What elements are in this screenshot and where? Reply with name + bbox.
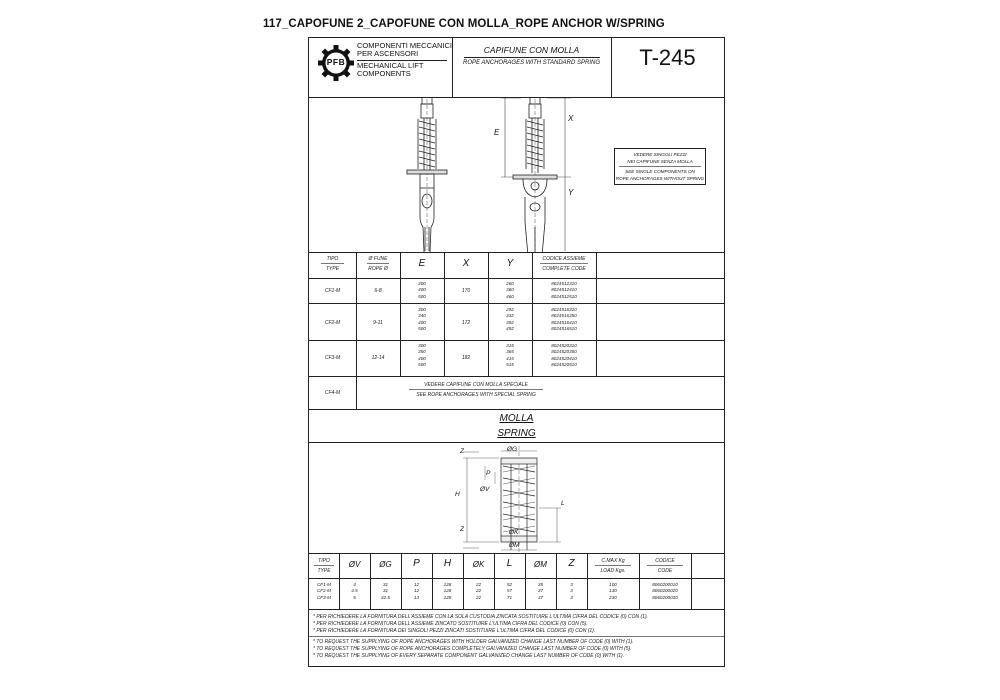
col-header-tipo: TIPO (326, 256, 339, 262)
anchor-row-1-rope: 6-8 (374, 288, 382, 294)
cell-value: 130 (609, 588, 617, 594)
cell-value: 31 (382, 582, 389, 587)
anchor-row-2-codes (532, 307, 596, 332)
cell-value: 8060200030 (652, 594, 678, 600)
cell-value: 31 (382, 588, 389, 594)
cell-value: 460 (506, 293, 514, 299)
spring-dim-v: ØV (480, 486, 490, 493)
spring-dim-l: L (561, 500, 565, 507)
cell-value: CF1-M (316, 582, 332, 587)
cell-value: 100 (609, 582, 617, 587)
spring-table-header-bottom (309, 578, 724, 579)
note-en-3: * TO REQUEST THE SUPPLYING OF EVERY SEPARATE COMPONENT GALVANIZED CHANGE LAST NUMBER OF CODE (0) WITH (1). (313, 653, 625, 659)
anchor-row-4-note-sep (409, 389, 543, 390)
anchor-row-2-e-values (400, 307, 444, 332)
cell-value: 3 (570, 588, 573, 594)
cell-value: 71 (506, 594, 513, 600)
cell-value: 5 (353, 594, 356, 600)
anchor-row-3-e-values (400, 343, 444, 368)
product-title-separator (464, 57, 600, 58)
cell-value: 8024516410 (551, 319, 577, 325)
cell-value: 37 (537, 594, 544, 600)
note-en-2: * TO REQUEST THE SUPPLYING OF ROPE ANCHORAGES COMPLETELY GALVANIZED CHANGE LAST NUMBER OF CODE (0) WITH (5). (313, 646, 632, 652)
drawing-sheet (308, 37, 725, 667)
cell-value: 500 (418, 293, 426, 299)
reference-note-box (614, 148, 706, 185)
spring-col-code (639, 582, 691, 601)
col-header-rope: ROPE Ø (368, 266, 388, 272)
anchor-table-bottom (309, 409, 724, 410)
spring-table-top (309, 553, 724, 554)
company-name-en-1: MECHANICAL LIFT (357, 61, 424, 70)
cell-value: 315 (506, 343, 514, 348)
spring-drawing (449, 446, 589, 556)
spring-title-bottom (309, 442, 724, 443)
spring-table-bottom (309, 609, 724, 610)
cell-value: 128 (443, 588, 452, 594)
anchor-row-1-x: 170 (461, 288, 471, 294)
cell-value: 515 (506, 361, 514, 367)
note-it-2: * PER RICHIEDERE LA FORNITURA DELL'ASSIEME ZINCATO SOSTITUIRE L'ULTIMA CIFRA DEL CODICE (0) CON (5). (313, 621, 588, 627)
cell-value: 8024512510 (551, 293, 577, 299)
spring-col-g (370, 582, 401, 601)
col-header-codice-sep (540, 263, 588, 264)
cell-value: 4 (353, 582, 356, 587)
anchor-row-3-type: CF3-M (324, 355, 341, 361)
cell-value: 400 (418, 355, 426, 361)
cell-value: 8024520350 (551, 349, 577, 355)
cell-value: 415 (506, 355, 514, 361)
rope-anchor-drawing (309, 97, 609, 252)
reference-note-en-1: SEE SINGLE COMPONENTS ON (625, 169, 695, 174)
spring-dim-h: H (455, 491, 460, 498)
drawing-bottom-line (309, 252, 724, 253)
cell-value: 500 (418, 361, 426, 367)
cell-value: 332 (506, 313, 514, 319)
spring-header-l: L (506, 558, 513, 569)
spring-col-z (556, 582, 587, 601)
cell-value: 3 (570, 594, 573, 600)
document-title: 117_CAPOFUNE 2_CAPOFUNE CON MOLLA_ROPE ANCHOR W/SPRING (263, 18, 665, 30)
cell-value: 300 (418, 307, 426, 312)
company-name-en-2: COMPONENTS (357, 69, 411, 78)
cell-value: 500 (418, 325, 426, 331)
col-header-fune: Ø FUNE (368, 256, 388, 262)
reference-note-it-1: VEDERE SINGOLI PEZZI (633, 152, 687, 157)
cell-value: CF3-M (316, 594, 332, 600)
cell-value: 300 (418, 281, 426, 286)
cell-value: 300 (418, 343, 426, 348)
anchor-row-1-y-values (488, 281, 532, 300)
anchor-row-2-type: CF2-M (324, 320, 341, 326)
spring-dim-k: ØK (509, 529, 519, 536)
spring-header-tipo: TIPO (318, 558, 330, 564)
anchor-col-line-6 (596, 252, 597, 376)
cell-value: 22 (475, 594, 482, 600)
spring-header-type: TYPE (317, 568, 331, 574)
spring-col-h (432, 582, 463, 601)
cell-value: 13 (413, 594, 420, 600)
spring-dim-z-bottom: Z (460, 526, 464, 533)
spring-dim-g: ØG (507, 446, 518, 453)
cell-value: 400 (418, 319, 426, 325)
anchor-row-2-y-values (488, 307, 532, 332)
notes-separator (309, 636, 724, 637)
spring-header-z: Z (568, 558, 575, 569)
col-header-fune-sep (367, 263, 389, 264)
cell-value: 37 (537, 588, 544, 594)
anchor-row-4-note-en: SEE ROPE ANCHORAGES WITH SPECIAL SPRING (416, 392, 536, 398)
spring-col-line-11 (691, 553, 692, 609)
spring-header-code: CODE (657, 568, 673, 574)
cell-value: 4.5 (351, 588, 358, 594)
anchor-row-line-3 (309, 376, 724, 377)
spring-header-m: ØM (534, 560, 547, 569)
col-header-x: X (462, 258, 470, 269)
logo-letters: PFB (326, 57, 346, 67)
spring-col-v (339, 582, 370, 601)
anchor-row-4-type: CF4-M (324, 390, 341, 396)
cell-value: 260 (506, 281, 514, 286)
cell-value: 8024512410 (551, 287, 577, 293)
col-header-complete: COMPLETE CODE (542, 266, 586, 272)
spring-col-l (494, 582, 525, 601)
cell-value: 8060200020 (652, 588, 678, 594)
spring-header-v: ØV (348, 560, 361, 569)
spring-col-m (525, 582, 556, 601)
spring-title-it: MOLLA (499, 413, 534, 424)
col-header-codice: CODICE ASSIEME (542, 256, 586, 262)
cell-value: CF2-M (316, 588, 332, 594)
anchor-row-3-y-values (488, 343, 532, 368)
col-header-type: TYPE (325, 266, 340, 272)
cell-value: 230 (609, 594, 617, 600)
cell-value: 492 (506, 325, 514, 331)
cell-value: 22 (475, 588, 482, 594)
cell-value: 12 (413, 588, 420, 594)
spring-col-k (463, 582, 494, 601)
cell-value: 52 (506, 582, 513, 587)
anchor-row-3-codes (532, 343, 596, 368)
cell-value: 8024516510 (551, 325, 577, 331)
reference-note-it-2: NEI CAPIFUNE SENZA MOLLA (627, 159, 693, 164)
spring-header-k: ØK (472, 560, 485, 569)
cell-value: 365 (506, 349, 514, 355)
anchor-row-3-x: 182 (461, 355, 471, 361)
spring-header-tipo-sep (314, 565, 334, 566)
anchor-row-2-rope: 9-11 (373, 320, 383, 326)
col-header-e: E (418, 258, 426, 269)
reference-note-separator (619, 166, 701, 167)
cell-value: 8024520310 (551, 343, 577, 348)
cell-value: 35 (537, 582, 544, 587)
spring-col-type (309, 582, 339, 601)
anchor-row-line-2 (309, 340, 724, 341)
spring-dim-m: ØM (509, 542, 520, 549)
spring-header-g: ØG (379, 560, 392, 569)
cell-value: 8024520410 (551, 355, 577, 361)
anchor-row-2-x: 172 (461, 320, 471, 326)
cell-value: 8024520510 (551, 361, 577, 367)
anchor-row-1-codes (532, 281, 596, 300)
spring-col-load (587, 582, 639, 601)
spring-dim-z-top: Z (460, 448, 464, 455)
cell-value: 8060200010 (652, 582, 678, 587)
dimension-e-label: E (494, 128, 500, 137)
anchor-row-4-note-it: VEDERE CAPIFUNE CON MOLLA SPECIALE (424, 382, 528, 388)
note-it-3: * PER RICHIEDERE LA FORNITURA DEI SINGOLI PEZZI ZINCATI SOSTITUIRE L'ULTIMA CIFRA DEL CODICE (0) CON (1). (313, 628, 596, 634)
dimension-x-label: X (568, 114, 574, 123)
spring-col-p (401, 582, 432, 601)
company-name-it-1: COMPONENTI MECCANICI (357, 41, 453, 50)
spring-header-cmax: C.MAX Kg (601, 558, 625, 564)
anchor-row-3-rope: 12-14 (371, 355, 385, 361)
cell-value: 292 (506, 307, 514, 312)
anchor-row-line-1 (309, 303, 724, 304)
product-code: T-245 (639, 45, 696, 70)
cell-value: 400 (418, 287, 426, 293)
product-title-it: CAPIFUNE CON MOLLA (483, 45, 580, 55)
anchor-row-1-e-values (400, 281, 444, 300)
anchor-table-header-bottom (309, 278, 724, 279)
cell-value: 3 (570, 582, 573, 587)
cell-value: 22 (475, 582, 482, 587)
note-it-1: * PER RICHIEDERE LA FORNITURA DELL'ASSIEME CON LA SOLA CUSTODIA ZINCATA SOSTITUIRE L'ULTIMA CIFRA DEL CODICE (0) CON (1). (313, 614, 649, 620)
col-header-y: Y (506, 258, 514, 269)
spring-header-codice: CODICE (655, 558, 675, 564)
spring-header-codice-sep (647, 565, 683, 566)
cell-value: 392 (506, 319, 514, 325)
cell-value: 8024516350 (551, 313, 577, 319)
reference-note-en-2: ROPE ANCHORAGES WITHOUT SPRING (615, 176, 705, 181)
spring-title-en: SPRING (497, 428, 536, 439)
spring-header-cmax-sep (595, 565, 631, 566)
spring-header-p: P (413, 558, 420, 569)
spring-dim-p: P (486, 470, 491, 477)
cell-value: 340 (418, 313, 426, 319)
company-name-it-2: PER ASCENSORI (357, 49, 419, 58)
product-title-en: ROPE ANCHORAGES WITH STANDARD SPRING (462, 60, 600, 66)
cell-value: 57 (506, 588, 513, 594)
note-en-1: * TO REQUEST THE SUPPLYING OF ROPE ANCHORAGES WITH HOLDER GALVANIZED CHANGE LAST NUMBER OF CODE (0) WITH (1). (313, 639, 634, 645)
dimension-y-label: Y (568, 188, 574, 197)
cell-value: 128 (443, 582, 452, 587)
cell-value: 8024512310 (551, 281, 577, 286)
cell-value: 12 (413, 582, 420, 587)
spring-header-h: H (443, 558, 452, 569)
anchor-row-1-type: CF1-M (324, 288, 341, 294)
cell-value: 32.5 (381, 594, 390, 600)
cell-value: 128 (443, 594, 452, 600)
cell-value: 8024516310 (551, 307, 577, 312)
cell-value: 360 (506, 287, 514, 293)
col-header-tipo-sep (321, 263, 344, 264)
cell-value: 350 (418, 349, 426, 355)
spring-header-load: LOAD Kgs. (600, 568, 626, 574)
